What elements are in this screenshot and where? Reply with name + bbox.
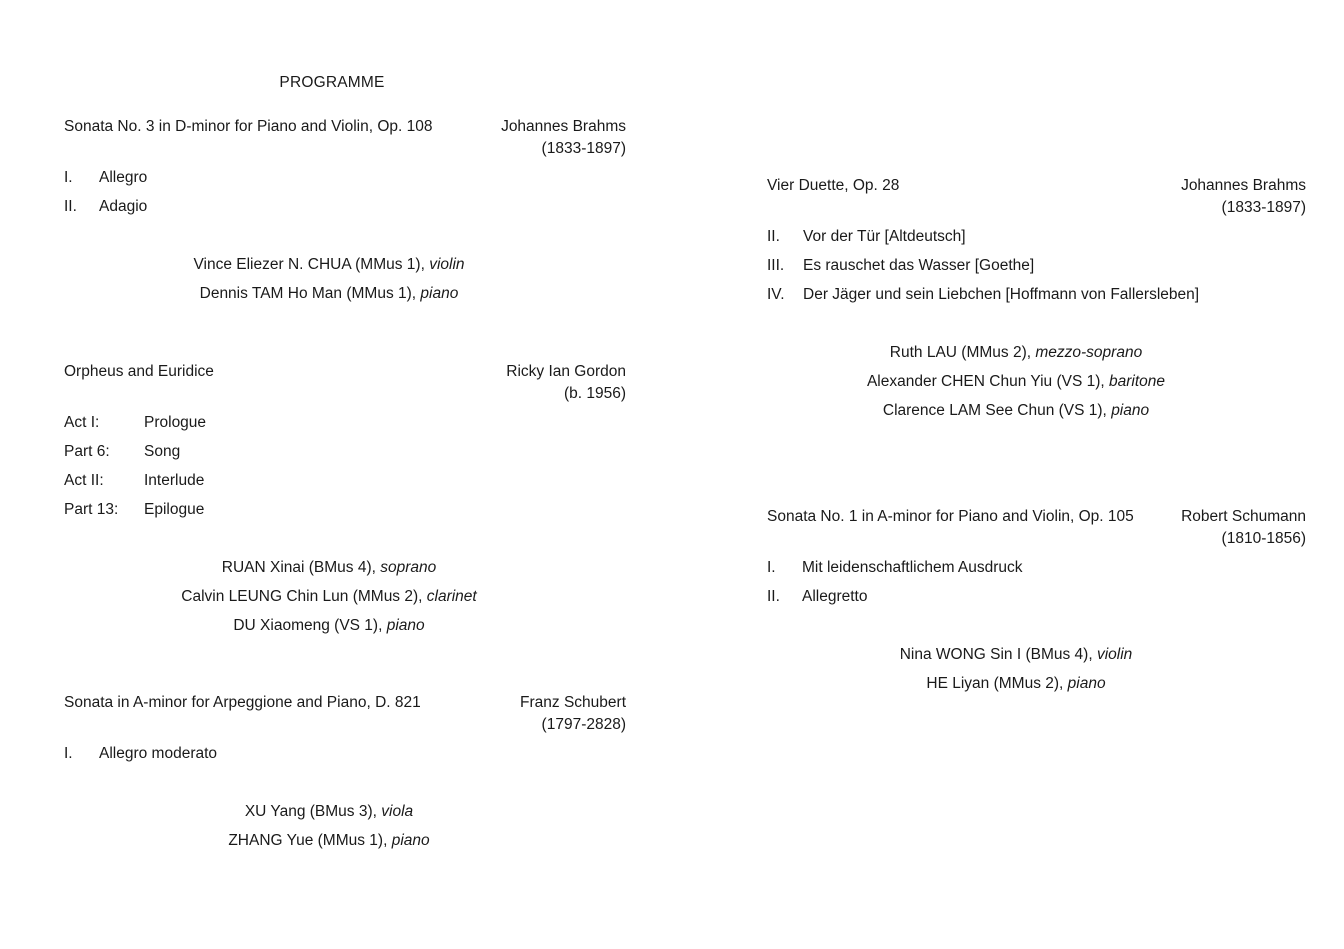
performer-instrument: piano: [420, 285, 459, 302]
composer-name: Franz Schubert: [520, 694, 626, 711]
movement-item: [767, 222, 1306, 251]
composer-block: [1181, 506, 1306, 550]
movement-number: II.: [767, 228, 780, 245]
movement-title: Mit leidenschaftlichem Ausdruck: [802, 559, 1023, 576]
movement-item: [767, 280, 1306, 309]
piece-title: Orpheus and Euridice: [64, 363, 214, 380]
performer-name: ZHANG Yue (MMus 1),: [228, 832, 392, 849]
performer: [767, 367, 1265, 396]
piece-title: Sonata No. 3 in D-minor for Piano and Violin, Op. 108: [64, 118, 433, 135]
movement-title: Interlude: [144, 472, 205, 489]
movement-title: Adagio: [99, 198, 148, 215]
performer-instrument: piano: [1111, 402, 1150, 419]
composer-block: [520, 692, 626, 736]
performer-name: Nina WONG Sin I (BMus 4),: [899, 646, 1097, 663]
movement-title: Vor der Tür [Altdeutsch]: [803, 228, 966, 245]
piece-gordon-orpheus: [64, 361, 626, 640]
movement-number: III.: [767, 257, 785, 274]
performer-name: XU Yang (BMus 3),: [244, 803, 382, 820]
performer-instrument: piano: [391, 832, 430, 849]
piece-header: [64, 692, 626, 736]
piece-title: Vier Duette, Op. 28: [767, 177, 900, 194]
movement-number: I.: [767, 559, 776, 576]
movement-item: [64, 466, 626, 495]
piece-header: [767, 506, 1306, 550]
movement-title: Epilogue: [144, 501, 205, 518]
composer-block: [501, 116, 626, 160]
performer-instrument: piano: [386, 617, 425, 634]
composer-dates: (b. 1956): [563, 385, 626, 402]
performer: [64, 611, 594, 640]
composer-block: [1181, 175, 1306, 219]
performer: [64, 553, 594, 582]
performer: [64, 582, 594, 611]
movement-list: [64, 408, 626, 524]
piece-title: Sonata No. 1 in A-minor for Piano and Violin, Op. 105: [767, 508, 1134, 525]
movement-number: II.: [64, 198, 77, 215]
movement-title: Allegro: [99, 169, 148, 186]
composer-dates: (1810-1856): [1221, 530, 1306, 547]
performer: [64, 797, 594, 826]
performer: [64, 250, 594, 279]
piece-schumann-sonata-1: [767, 506, 1306, 698]
piece-brahms-sonata-3: [64, 116, 626, 308]
movement-number: Part 6:: [64, 443, 110, 460]
movement-title: Allegro moderato: [99, 745, 218, 762]
performer-instrument: violin: [429, 256, 465, 273]
performer-list: [64, 250, 594, 308]
programme-heading: PROGRAMME: [279, 74, 385, 91]
movement-item: [767, 251, 1306, 280]
movement-item: [64, 192, 626, 221]
movement-number: Act I:: [64, 414, 100, 431]
movement-number: Part 13:: [64, 501, 119, 518]
movement-number: I.: [64, 169, 73, 186]
movement-number: Act II:: [64, 472, 104, 489]
performer-instrument: soprano: [380, 559, 437, 576]
movement-item: [64, 163, 626, 192]
performer-instrument: clarinet: [426, 588, 477, 605]
movement-item: [64, 495, 626, 524]
performer-list: [767, 338, 1265, 425]
movement-number: I.: [64, 745, 73, 762]
movement-item: [64, 408, 626, 437]
performer-name: Vince Eliezer N. CHUA (MMus 1),: [193, 256, 430, 273]
composer-name: Robert Schumann: [1181, 508, 1306, 525]
movement-title: Es rauschet das Wasser [Goethe]: [803, 257, 1035, 274]
movement-title: Prologue: [144, 414, 207, 431]
piece-schubert-arpeggione: [64, 692, 626, 855]
movement-title: Allegretto: [802, 588, 868, 605]
movement-item: [767, 553, 1306, 582]
movement-title: Song: [144, 443, 181, 460]
performer-name: Calvin LEUNG Chin Lun (MMus 2),: [181, 588, 427, 605]
movement-list: [64, 163, 626, 221]
movement-item: [64, 739, 626, 768]
movement-list: [767, 222, 1306, 309]
movement-list: [767, 553, 1306, 611]
movement-number: II.: [767, 588, 780, 605]
performer-instrument: piano: [1067, 675, 1106, 692]
performer: [767, 640, 1265, 669]
movement-item: [767, 582, 1306, 611]
performer-name: Dennis TAM Ho Man (MMus 1),: [199, 285, 421, 302]
performer-list: [64, 553, 594, 640]
performer: [767, 396, 1265, 425]
performer-name: Alexander CHEN Chun Yiu (VS 1),: [866, 373, 1110, 390]
movement-number: IV.: [767, 286, 785, 303]
movement-item: [64, 437, 626, 466]
composer-dates: (1833-1897): [1221, 199, 1306, 216]
performer-instrument: mezzo-soprano: [1035, 344, 1143, 361]
performer-list: [767, 640, 1265, 698]
piece-header: [767, 175, 1306, 219]
performer-instrument: baritone: [1109, 373, 1166, 390]
performer-list: [64, 797, 594, 855]
piece-title: Sonata in A-minor for Arpeggione and Piano, D. 821: [64, 694, 421, 711]
composer-dates: (1833-1897): [541, 140, 626, 157]
piece-header: [64, 361, 626, 405]
performer-instrument: violin: [1096, 646, 1133, 663]
performer-name: Clarence LAM See Chun (VS 1),: [882, 402, 1112, 419]
composer-dates: (1797-2828): [541, 716, 626, 733]
composer-name: Johannes Brahms: [1181, 177, 1306, 194]
piece-header: [64, 116, 626, 160]
performer: [64, 826, 594, 855]
composer-name: Ricky Ian Gordon: [506, 363, 626, 380]
performer: [64, 279, 594, 308]
performer-name: RUAN Xinai (BMus 4),: [221, 559, 381, 576]
performer-instrument: viola: [381, 803, 414, 820]
performer-name: Ruth LAU (MMus 2),: [889, 344, 1036, 361]
performer-name: HE Liyan (MMus 2),: [926, 675, 1068, 692]
piece-brahms-vier-duette: [767, 175, 1306, 425]
composer-block: [506, 361, 626, 405]
movement-list: [64, 739, 626, 768]
performer-name: DU Xiaomeng (VS 1),: [233, 617, 387, 634]
performer: [767, 338, 1265, 367]
composer-name: Johannes Brahms: [501, 118, 626, 135]
movement-title: Der Jäger und sein Liebchen [Hoffmann von Fallersleben]: [803, 286, 1200, 303]
performer: [767, 669, 1265, 698]
